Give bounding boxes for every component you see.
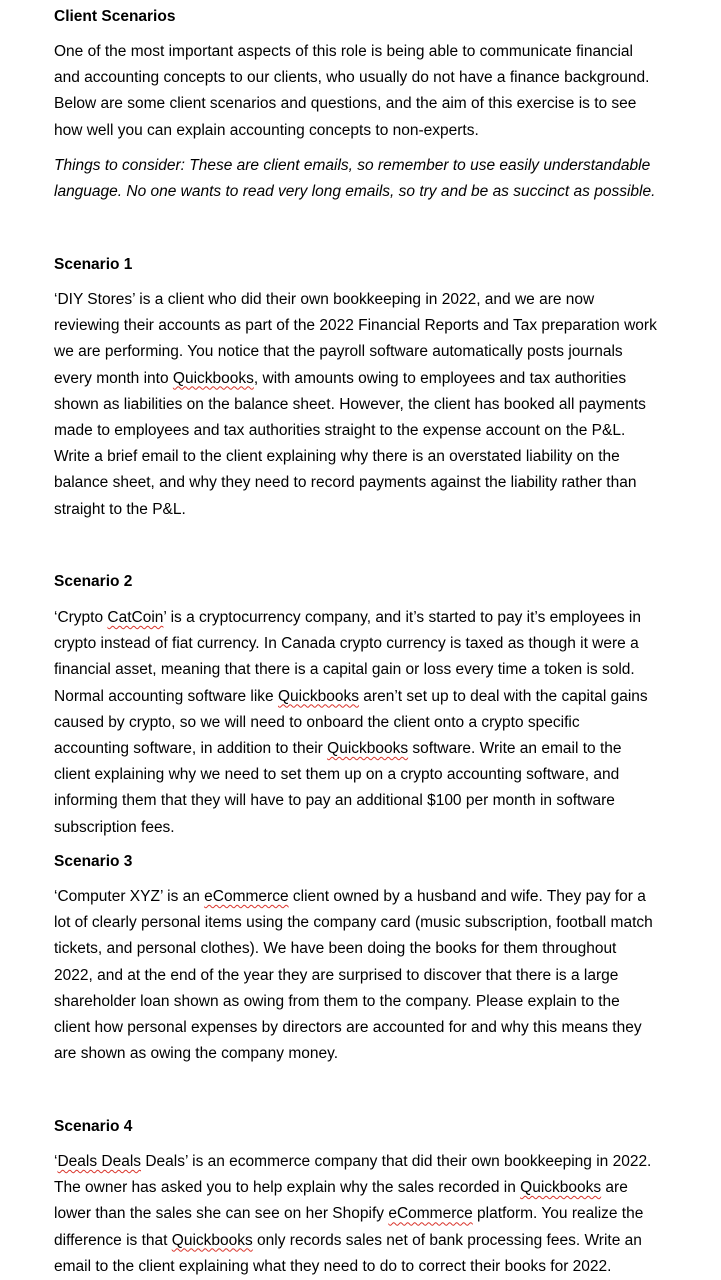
scenario-line: ‘DIY Stores’ is a client who did their own bookkeeping in 2022, and we are now <box>54 291 595 308</box>
document-title: Client Scenarios <box>54 8 176 25</box>
scenario-2-title: Scenario 2 <box>54 573 133 590</box>
scenario-2-body <box>54 605 648 841</box>
spellcheck-flagged-word: Quickbooks <box>327 739 409 757</box>
scenario-line: Normal accounting software like Quickbooks aren’t set up to deal with the capital gains <box>54 687 648 705</box>
scenario-line: lower than the sales she can see on her Shopify eCommerce platform. You realize the <box>54 1205 644 1223</box>
intro-line: One of the most important aspects of this role is being able to communicate financial <box>54 43 633 60</box>
scenario-line: caused by crypto, so we will need to onboard the client onto a crypto specific <box>54 713 580 731</box>
intro-line: and accounting concepts to our clients, who usually do not have a finance background. <box>54 69 650 87</box>
scenario-1-body <box>54 287 657 523</box>
intro-line: Below are some client scenarios and questions, and the aim of this exercise is to see <box>54 95 637 113</box>
scenario-line: every month into Quickbooks, with amounts owing to employees and tax authorities <box>54 369 627 387</box>
spellcheck-flagged-word: Deals Deals <box>57 1153 142 1170</box>
scenario-line: lot of clearly personal items using the company card (music subscription, football match <box>54 914 653 932</box>
spellcheck-flagged-word: CatCoin <box>107 609 164 626</box>
scenario-3-body <box>54 884 653 1067</box>
scenario-line: ‘Crypto CatCoin’ is a cryptocurrency company, and it’s started to pay it’s employees in <box>54 609 641 626</box>
intro-line: how well you can explain accounting concepts to non-experts. <box>54 121 479 139</box>
spellcheck-flagged-word: Quickbooks <box>520 1179 602 1197</box>
scenario-4-title: Scenario 4 <box>54 1118 133 1135</box>
scenario-line: The owner has asked you to help explain why the sales recorded in Quickbooks are <box>54 1179 628 1197</box>
scenario-line: email to the client explaining what they need to do to correct their books for 2022. <box>54 1257 612 1275</box>
considerations-paragraph <box>54 153 655 205</box>
spellcheck-flagged-word: Quickbooks <box>171 1231 253 1249</box>
scenario-3-title: Scenario 3 <box>54 853 133 870</box>
spellcheck-flagged-word: Quickbooks <box>172 369 254 387</box>
scenario-line: informing them that they will have to pay an additional $100 per month in software <box>54 792 615 810</box>
scenario-line: subscription fees. <box>54 818 175 836</box>
scenario-line: made to employees and tax authorities straight to the expense account on the P&L. <box>54 421 626 439</box>
scenario-line: difference is that Quickbooks only records sales net of bank processing fees. Write an <box>54 1231 642 1249</box>
scenario-4-body <box>54 1149 651 1280</box>
scenario-line: tickets, and personal clothes). We have been doing the books for them throughout <box>54 940 617 958</box>
scenario-line: accounting software, in addition to their Quickbooks software. Write an email to the <box>54 739 622 757</box>
scenario-line: ‘Computer XYZ’ is an eCommerce client owned by a husband and wife. They pay for a <box>54 888 646 905</box>
scenario-1-title: Scenario 1 <box>54 256 133 273</box>
intro-paragraph <box>54 39 649 144</box>
considerations-line: Things to consider: These are client emails, so remember to use easily understandable <box>54 157 651 174</box>
scenario-line: Write a brief email to the client explaining why there is an overstated liability on the <box>54 448 620 466</box>
scenario-line: ‘Deals Deals Deals’ is an ecommerce company that did their own bookkeeping in 2022. <box>54 1153 652 1170</box>
scenario-line: crypto instead of fiat currency. In Canada crypto currency is taxed as though it were a <box>54 635 639 653</box>
scenario-line: balance sheet, and why they need to record payments against the liability rather than <box>54 474 637 492</box>
spellcheck-flagged-word: Quickbooks <box>278 687 359 705</box>
scenario-line: client explaining why we need to set them up on a crypto accounting software, and <box>54 766 620 784</box>
scenario-line: reviewing their accounts as part of the 2022 Financial Reports and Tax preparation work <box>54 317 657 335</box>
scenario-line: we are performing. You notice that the payroll software automatically posts journals <box>54 343 623 361</box>
scenario-line: 2022, and at the end of the year they are surprised to discover that there is a large <box>54 966 619 984</box>
spellcheck-flagged-word: eCommerce <box>388 1205 473 1223</box>
scenario-line: client how personal expenses by directors are accounted for and why this means they <box>54 1018 642 1036</box>
scenario-line: shareholder loan shown as owing from them to the company. Please explain to the <box>54 992 620 1010</box>
scenario-line: shown as liabilities on the balance sheet. However, the client has booked all payments <box>54 395 646 413</box>
scenario-line: are shown as owing the company money. <box>54 1045 339 1063</box>
spellcheck-flagged-word: eCommerce <box>204 888 289 905</box>
scenario-line: straight to the P&L. <box>54 500 186 518</box>
scenario-line: financial asset, meaning that there is a capital gain or loss every time a token is sold. <box>54 661 635 679</box>
considerations-line: language. No one wants to read very long emails, so try and be as succinct as possible. <box>54 183 656 201</box>
